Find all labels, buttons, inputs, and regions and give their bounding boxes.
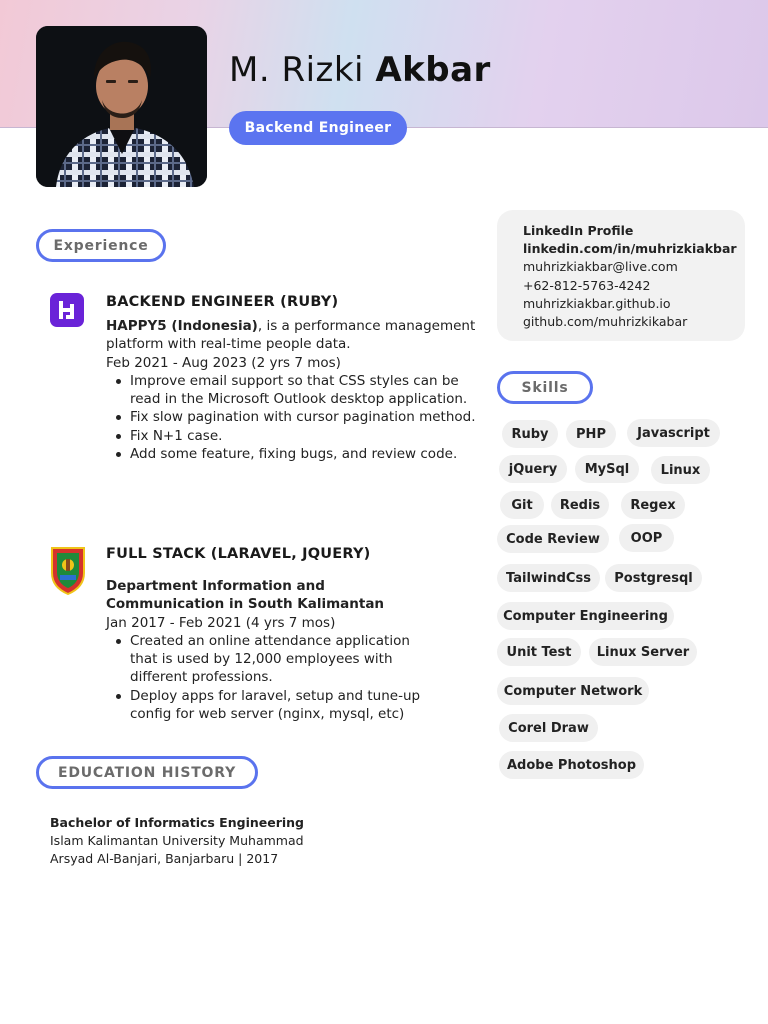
job-summary [106, 317, 476, 354]
skills-heading: Skills [497, 371, 593, 404]
skill-tag: Corel Draw [499, 714, 598, 742]
person-name [229, 50, 491, 90]
skill-tag: Linux [651, 456, 710, 484]
experience-heading: Experience [36, 229, 166, 262]
job-title: BACKEND ENGINEER (RUBY) [106, 294, 339, 310]
skill-tag: Code Review [497, 525, 609, 553]
list-item: Created an online attendance application that is used by 12,000 employees with different professions. [130, 632, 436, 687]
skill-tag: Computer Network [497, 677, 649, 705]
company-description: , is a performance management platform with real-time people data. [106, 318, 476, 353]
happy5-logo-icon [50, 293, 84, 327]
school-location: Arsyad Al-Banjari, Banjarbaru | 2017 [50, 851, 279, 866]
skill-tag: Adobe Photoshop [499, 751, 644, 779]
degree: Bachelor of Informatics Engineering [50, 815, 304, 830]
list-item: Fix N+1 case. [130, 427, 476, 445]
contact-card [497, 210, 745, 341]
list-item: Improve email support so that CSS styles can be read in the Microsoft Outlook desktop application. [130, 372, 476, 409]
education-entry [50, 814, 330, 868]
skill-tag: OOP [619, 524, 674, 552]
skill-tag: Unit Test [497, 638, 581, 666]
south-kalimantan-emblem-icon [49, 545, 87, 595]
skill-tag: PHP [566, 420, 616, 448]
job-details [106, 577, 436, 723]
skill-tag: Regex [621, 491, 685, 519]
job-period: Feb 2021 - Aug 2023 (2 yrs 7 mos) [106, 354, 341, 371]
skill-tag: Computer Engineering [497, 602, 674, 630]
email-link[interactable]: muhrizkiakbar@live.com [523, 259, 678, 275]
linkedin-label: LinkedIn Profile [523, 223, 634, 238]
education-heading: EDUCATION HISTORY [36, 756, 258, 789]
job-details [106, 317, 476, 463]
job-bullets [106, 372, 476, 463]
skill-tag: Ruby [502, 420, 558, 448]
role-badge: Backend Engineer [229, 111, 407, 145]
first-name: M. Rizki [229, 50, 365, 90]
skill-tag: Redis [551, 491, 609, 519]
profile-photo [36, 26, 207, 187]
company-name: HAPPY5 (Indonesia) [106, 318, 258, 334]
skill-tag: MySql [575, 455, 639, 483]
list-item: Add some feature, fixing bugs, and review code. [130, 445, 476, 463]
job-title: FULL STACK (LARAVEL, JQUERY) [106, 546, 371, 562]
skill-tag: Postgresql [605, 564, 702, 592]
skill-tag: jQuery [499, 455, 567, 483]
skill-tag: TailwindCss [497, 564, 600, 592]
website-link[interactable]: muhrizkiakbar.github.io [523, 295, 671, 311]
list-item: Deploy apps for laravel, setup and tune-up config for web server (nginx, mysql, etc) [130, 687, 436, 724]
list-item: Fix slow pagination with cursor pagination method. [130, 409, 476, 426]
skill-tag: Javascript [627, 419, 720, 447]
last-name: Akbar [375, 50, 491, 90]
skill-tag: Linux Server [589, 638, 697, 666]
skill-tag: Git [500, 491, 544, 519]
job-bullets [106, 632, 436, 723]
github-link[interactable]: github.com/muhrizkikabar [523, 314, 688, 330]
linkedin-link[interactable]: linkedin.com/in/muhrizkiakbar [523, 241, 737, 257]
phone-number: +62-812-5763-4242 [523, 277, 651, 293]
school-name: Islam Kalimantan University Muhammad [50, 833, 304, 848]
job-period: Jan 2017 - Feb 2021 (4 yrs 7 mos) [106, 614, 336, 631]
company-name: Department Information and Communication in South Kalimantan [106, 578, 385, 613]
